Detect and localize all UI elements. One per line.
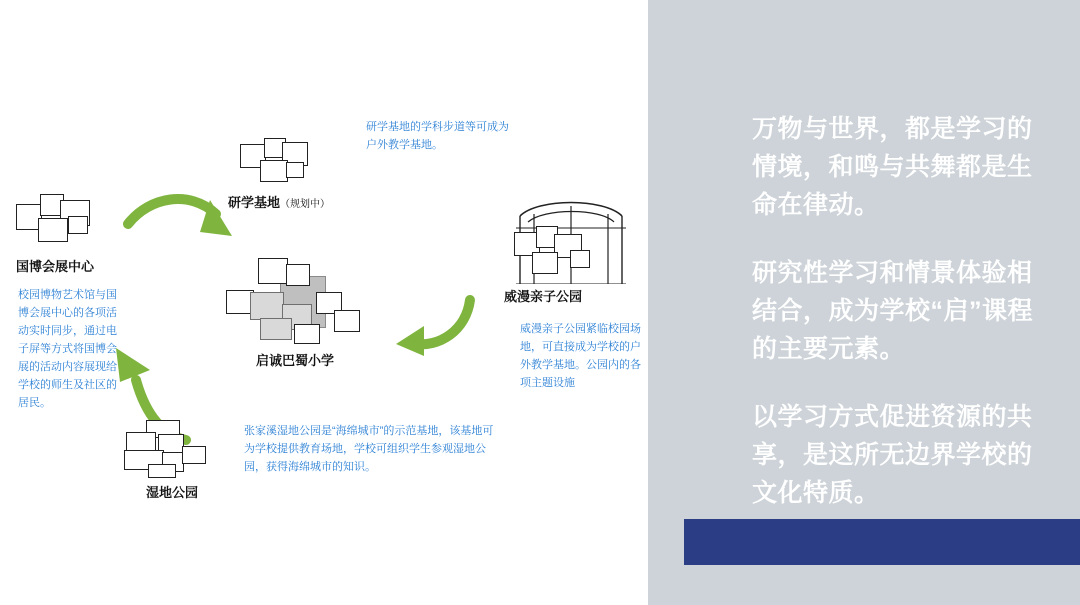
right-panel	[648, 0, 1080, 605]
block	[250, 292, 284, 320]
node-description-shidi: 张家溪湿地公园是“海绵城市”的示范基地，该基地可为学校提供教育场地，学校可组织学生参观湿地公园，获得海绵城市的知识。	[244, 425, 494, 473]
block	[148, 464, 176, 478]
node-label-text: 国博会展中心	[16, 259, 95, 274]
panel-paragraph: 以学习方式促进资源的共享，是这所无边界学校的文化特质。	[752, 403, 1033, 507]
node-icon-yanxue	[240, 138, 340, 192]
block	[286, 162, 304, 178]
arrow-head	[396, 326, 424, 356]
panel-paragraph: 万物与世界，都是学习的情境，和鸣与共舞都是生命在律动。	[752, 115, 1033, 219]
block	[294, 324, 320, 344]
node-description-weiman: 威漫亲子公园紧临校园场地，可直接成为学校的户外教学基地。公园内的各项主题设施	[520, 323, 641, 389]
panel-text-block	[752, 110, 1052, 512]
node-label-guobo	[16, 256, 94, 275]
block	[334, 310, 360, 332]
node-icon-shidi	[124, 420, 234, 480]
arrow-path	[128, 199, 216, 224]
block	[260, 160, 288, 182]
node-icon-center	[224, 258, 374, 348]
node-label-shidi	[146, 482, 198, 501]
panel-paragraph: 研究性学习和情景体验相结合，成为学校“启”课程的主要元素。	[752, 259, 1034, 363]
node-label-sub: （规划中）	[280, 199, 331, 210]
node-description-guobo: 校园博物艺术馆与国博会展中心的各项活动实时同步，通过电子屏等方式将国博会展的活动内容展现给学校的师生及社区的居民。	[18, 289, 117, 409]
block	[570, 250, 590, 268]
right-panel-inner	[684, 0, 1080, 605]
block	[260, 318, 292, 340]
block	[258, 258, 288, 284]
node-icon-weiman	[508, 198, 638, 284]
block	[286, 264, 310, 286]
node-label-text: 研学基地	[228, 195, 281, 210]
node-label-text: 启诚巴蜀小学	[256, 353, 335, 368]
node-label-text: 湿地公园	[146, 485, 199, 500]
block	[38, 218, 68, 242]
block	[182, 446, 206, 464]
node-description-yanxue: 研学基地的学科步道等可成为户外教学基地。	[366, 121, 509, 151]
accent-bar	[684, 519, 1080, 565]
block	[532, 252, 558, 274]
node-label-center	[256, 350, 334, 369]
node-icon-guobo	[16, 194, 116, 250]
node-label-text: 威漫亲子公园	[504, 289, 583, 304]
node-label-yanxue	[228, 192, 330, 211]
node-label-weiman	[504, 286, 582, 305]
block	[68, 216, 88, 234]
